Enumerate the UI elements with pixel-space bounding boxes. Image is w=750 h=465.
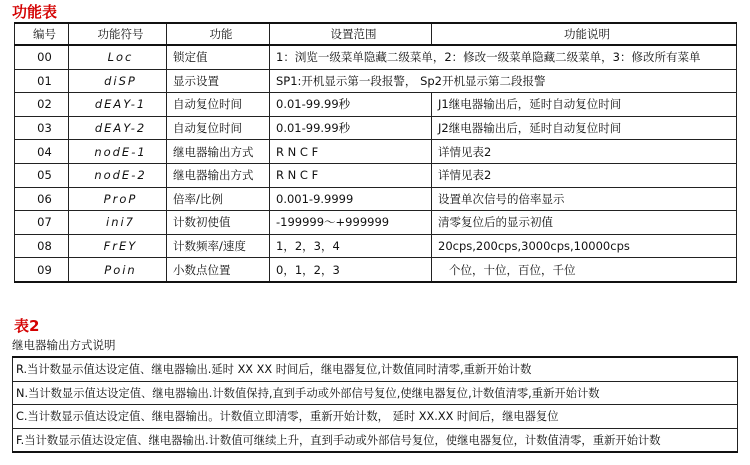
function-name: 锁定值 bbox=[167, 45, 270, 69]
function-description: 清零复位后的显示初值 bbox=[432, 211, 737, 235]
header-number: 编号 bbox=[15, 23, 69, 45]
function-description: 详情见表2 bbox=[432, 140, 737, 164]
function-name: 显示设置 bbox=[167, 69, 270, 93]
function-name: 小数点位置 bbox=[167, 258, 270, 282]
function-symbol: FrEY bbox=[69, 234, 167, 258]
function-description: 设置单次信号的倍率显示 bbox=[432, 187, 737, 211]
table-row bbox=[15, 234, 737, 258]
function-symbol: ini7 bbox=[69, 211, 167, 235]
table-row bbox=[15, 187, 737, 211]
function-name: 计数初使值 bbox=[167, 211, 270, 235]
setting-range: R N C F bbox=[270, 140, 432, 164]
setting-range: 0.01-99.99秒 bbox=[270, 116, 432, 140]
function-table-title: 功能表 bbox=[12, 3, 58, 21]
setting-range: -199999～+999999 bbox=[270, 211, 432, 235]
row-number: 07 bbox=[15, 211, 69, 235]
row-number: 05 bbox=[15, 163, 69, 187]
function-description: J1继电器输出后，延时自动复位时间 bbox=[432, 93, 737, 117]
row-number: 03 bbox=[15, 116, 69, 140]
table2-title: 表2 bbox=[14, 317, 40, 335]
relay-mode-table bbox=[12, 356, 738, 453]
table-row bbox=[15, 45, 737, 69]
setting-range: 1，2，3，4 bbox=[270, 234, 432, 258]
table-row bbox=[13, 428, 738, 452]
function-symbol: ProP bbox=[69, 187, 167, 211]
relay-mode-subtitle: 继电器输出方式说明 bbox=[12, 338, 116, 352]
table-header-row bbox=[15, 23, 737, 45]
function-symbol: Poin bbox=[69, 258, 167, 282]
table-row bbox=[13, 381, 738, 405]
table-row bbox=[15, 211, 737, 235]
row-number: 04 bbox=[15, 140, 69, 164]
table-row bbox=[15, 116, 737, 140]
row-number: 00 bbox=[15, 45, 69, 69]
function-symbol: diSP bbox=[69, 69, 167, 93]
table-row bbox=[15, 93, 737, 117]
header-range: 设置范围 bbox=[270, 23, 432, 45]
function-name: 继电器输出方式 bbox=[167, 140, 270, 164]
function-symbol: Loc bbox=[69, 45, 167, 69]
setting-range: 0.01-99.99秒 bbox=[270, 93, 432, 117]
function-symbol: nodE-1 bbox=[69, 140, 167, 164]
header-function: 功能 bbox=[167, 23, 270, 45]
table-row bbox=[15, 69, 737, 93]
function-description: 详情见表2 bbox=[432, 163, 737, 187]
function-name: 自动复位时间 bbox=[167, 116, 270, 140]
function-name: 倍率/比例 bbox=[167, 187, 270, 211]
function-table bbox=[14, 22, 737, 283]
relay-mode-f: F.当计数显示值达设定值、继电器输出.计数值可继续上升，直到手动或外部信号复位，使继电器复位，计数值清零，重新开始计数 bbox=[13, 428, 738, 452]
table-row bbox=[13, 357, 738, 381]
function-description: SP1:开机显示第一段报警， Sp2开机显示第二段报警 bbox=[270, 69, 737, 93]
function-description: 1：浏览一级菜单隐藏二级菜单，2：修改一级菜单隐藏二级菜单，3：修改所有菜单 bbox=[270, 45, 737, 69]
table-row bbox=[13, 405, 738, 429]
setting-range: 0，1，2，3 bbox=[270, 258, 432, 282]
function-name: 计数频率/速度 bbox=[167, 234, 270, 258]
header-description: 功能说明 bbox=[432, 23, 737, 45]
function-name: 继电器输出方式 bbox=[167, 163, 270, 187]
function-description: J2继电器输出后，延时自动复位时间 bbox=[432, 116, 737, 140]
row-number: 02 bbox=[15, 93, 69, 117]
function-description: 20cps,200cps,3000cps,10000cps bbox=[432, 234, 737, 258]
setting-range: 0.001-9.9999 bbox=[270, 187, 432, 211]
row-number: 06 bbox=[15, 187, 69, 211]
row-number: 08 bbox=[15, 234, 69, 258]
row-number: 09 bbox=[15, 258, 69, 282]
table-row bbox=[15, 258, 737, 282]
setting-range: R N C F bbox=[270, 163, 432, 187]
row-number: 01 bbox=[15, 69, 69, 93]
relay-mode-c: C.当计数显示值达设定值、继电器输出。计数值立即清零，重新开始计数， 延时 XX.XX 时间后，继电器复位 bbox=[13, 405, 738, 429]
table-row bbox=[15, 163, 737, 187]
function-symbol: dEAY-1 bbox=[69, 93, 167, 117]
relay-mode-n: N.当计数显示值达设定值、继电器输出.计数值保持,直到手动或外部信号复位,使继电器复位,计数值清零,重新开始计数 bbox=[13, 381, 738, 405]
header-symbol: 功能符号 bbox=[69, 23, 167, 45]
function-symbol: dEAY-2 bbox=[69, 116, 167, 140]
function-symbol: nodE-2 bbox=[69, 163, 167, 187]
function-description: 个位，十位，百位，千位 bbox=[432, 258, 737, 282]
relay-mode-r: R.当计数显示值达设定值、继电器输出.延时 XX XX 时间后，继电器复位,计数值同时清零,重新开始计数 bbox=[13, 357, 738, 381]
table-row bbox=[15, 140, 737, 164]
function-name: 自动复位时间 bbox=[167, 93, 270, 117]
